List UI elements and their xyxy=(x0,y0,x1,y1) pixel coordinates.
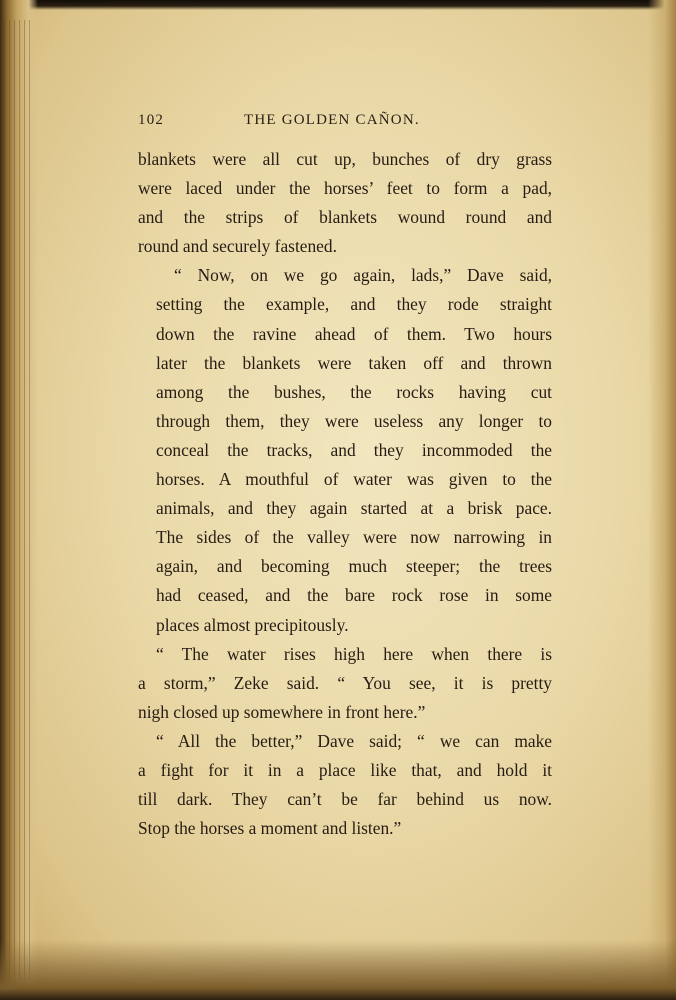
text-line: down the ravine ahead of them. Two hours xyxy=(156,323,552,344)
text-line: through them, they were useless any longer to xyxy=(156,410,552,431)
paragraph-3 xyxy=(138,640,552,727)
text-line: nigh closed up somewhere in front here.” xyxy=(138,701,426,722)
text-line: till dark. They can’t be far behind us now. xyxy=(138,789,552,810)
running-title: THE GOLDEN CAÑON. xyxy=(244,112,420,128)
page-bottom-edge xyxy=(0,940,676,1000)
page-number: 102 xyxy=(138,112,165,128)
text-line: setting the example, and they rode straight xyxy=(156,294,552,315)
text-line: conceal the tracks, and they incommoded the xyxy=(156,439,552,460)
text-line: had ceased, and the bare rock rose in some xyxy=(156,585,552,606)
text-line: and the strips of blankets wound round and xyxy=(138,207,552,228)
page-header xyxy=(138,112,552,136)
binding-edge-lines xyxy=(4,20,30,980)
body-text xyxy=(138,145,552,843)
text-line: a storm,” Zeke said. “ You see, it is pretty xyxy=(138,672,552,693)
text-line: The sides of the valley were now narrowing in xyxy=(156,527,552,548)
paragraph-2 xyxy=(138,261,552,639)
text-line: “ The water rises high here when there is xyxy=(156,643,552,664)
paragraph-4 xyxy=(138,727,552,843)
text-line: “ Now, on we go again, lads,” Dave said, xyxy=(174,265,552,286)
page-top-shadow xyxy=(0,0,676,10)
text-line: places almost precipitously. xyxy=(156,614,349,635)
text-line: later the blankets were taken off and thrown xyxy=(156,352,552,373)
text-line: horses. A mouthful of water was given to the xyxy=(156,469,552,490)
text-line: a fight for it in a place like that, and hold it xyxy=(138,759,552,780)
text-line: among the bushes, the rocks having cut xyxy=(156,381,552,402)
page-gutter xyxy=(0,0,38,1000)
text-line: “ All the better,” Dave said; “ we can make xyxy=(156,730,552,751)
page-right-edge xyxy=(648,0,676,1000)
text-line: again, and becoming much steeper; the trees xyxy=(156,556,552,577)
text-line: blankets were all cut up, bunches of dry grass xyxy=(138,149,552,169)
text-line: animals, and they again started at a brisk pace. xyxy=(156,498,552,519)
text-line: were laced under the horses’ feet to form a pad, xyxy=(138,178,552,199)
paragraph-1 xyxy=(138,145,552,261)
text-line: round and securely fastened. xyxy=(138,236,337,257)
text-line: Stop the horses a moment and listen.” xyxy=(138,818,402,839)
